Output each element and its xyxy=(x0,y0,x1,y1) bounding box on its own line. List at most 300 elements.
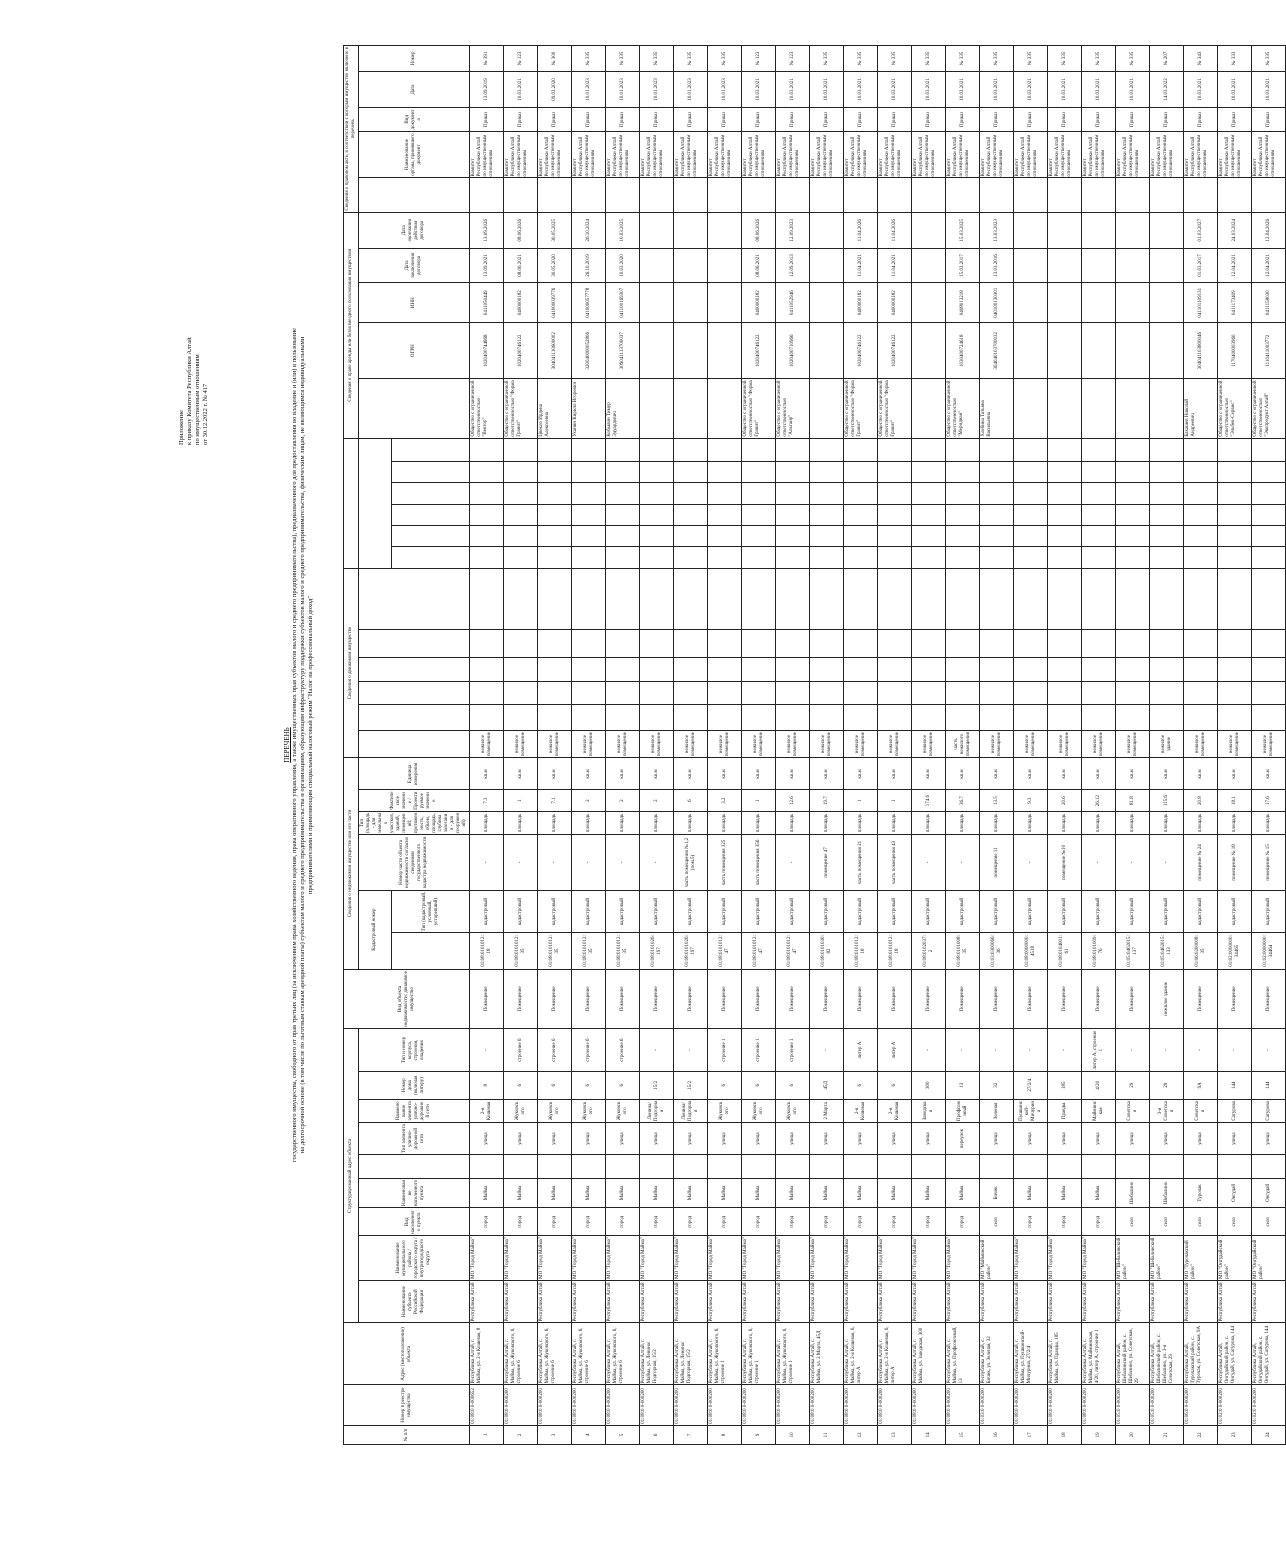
cell-empty xyxy=(742,178,776,212)
cell-empty xyxy=(538,1155,572,1178)
cell-obj: Помещение xyxy=(742,969,776,1029)
cell-subject: Республика Алтай xyxy=(742,1280,776,1323)
cell-holder: Кобылин Тимур Эдуардович xyxy=(606,378,640,438)
cell-np_type: город xyxy=(878,1208,912,1236)
cell-empty xyxy=(1150,178,1184,212)
cell-empty xyxy=(742,438,776,461)
cell-empty xyxy=(640,526,674,547)
cell-cadt: кадастровый xyxy=(980,890,1014,933)
cell-obj: Помещение xyxy=(640,969,674,1029)
cell-purpose: нежилое помещение xyxy=(776,730,810,758)
cell-ddate: 10.03.2021 xyxy=(776,71,810,107)
cell-empty xyxy=(572,178,606,212)
cell-n: 1 xyxy=(470,1425,504,1444)
cell-reg: 01:08:0 0-000200 xyxy=(742,1385,776,1426)
cell-bld: строение 1 xyxy=(708,1029,742,1072)
cell-mo: МО "Город Майма" xyxy=(844,1236,878,1281)
cell-house: 300 xyxy=(912,1071,946,1099)
cell-empty xyxy=(674,504,708,525)
cell-reg: 01:08:0 0-000200 xyxy=(674,1385,708,1426)
cell-bld: литер А, строение 1 xyxy=(1082,1029,1116,1072)
cell-ddate: 10.03.2021 xyxy=(1014,71,1048,107)
cell-ce: 30.05.2025 xyxy=(538,212,572,248)
cell-atype: площадь xyxy=(1048,811,1082,834)
cell-purpose: часть нежилого помещения xyxy=(946,730,980,758)
cell-n: 23 xyxy=(1218,1425,1252,1444)
col-doc-num: Номер xyxy=(359,46,470,72)
cell-st: Ленина/Подгорная xyxy=(640,1099,674,1122)
cell-ce: 11.04.2026 xyxy=(844,212,878,248)
cell-empty xyxy=(980,681,1014,704)
cell-obj: Помещение xyxy=(1014,969,1048,1029)
cell-cad: 01:08:0101026:197 xyxy=(640,933,674,969)
cell-aval: 115.6 xyxy=(1150,790,1184,811)
cell-subject: Республика Алтай xyxy=(1150,1280,1184,1323)
cell-aval: 2 xyxy=(572,790,606,811)
cell-empty xyxy=(708,1155,742,1178)
cell-empty xyxy=(912,438,946,461)
cell-reg: 01:08:0 0-000200 xyxy=(844,1385,878,1426)
cell-np_type: город xyxy=(470,1208,504,1236)
cell-empty xyxy=(1252,630,1286,658)
cell-act: Комитет Республики Алтай по имущественным отношениям xyxy=(1218,131,1252,178)
cell-empty xyxy=(844,438,878,461)
cell-act: Комитет Республики Алтай по имущественным отношениям xyxy=(878,131,912,178)
cell-cadt: кадастровый xyxy=(776,890,810,933)
cell-cd: 12.09.2013 xyxy=(776,248,810,282)
cell-np: Онгудай xyxy=(1252,1178,1286,1208)
cell-empty xyxy=(1116,630,1150,658)
cell-empty xyxy=(1048,658,1082,681)
cell-empty xyxy=(606,483,640,504)
cell-empty xyxy=(1082,1155,1116,1178)
table-row xyxy=(844,46,878,1445)
cell-n: 17 xyxy=(1014,1425,1048,1444)
cell-part: - xyxy=(538,835,572,890)
cell-empty xyxy=(708,630,742,658)
cell-dnum: № 335 xyxy=(912,46,946,72)
cell-st: 2-я Кошевая xyxy=(470,1099,504,1122)
cell-cadt: кадастровый xyxy=(1116,890,1150,933)
cell-empty xyxy=(640,483,674,504)
title-text: государственного имущества, свободного от прав третьих лиц (за исключением права хозяйственного ведения, права оперативного управления, а также имущественных прав субъектов малого и среднего предпринимательства), предназначенного для предоставления во владение и (или) в пользование на долгосрочной основе (в том числе по льготным ставкам арендной платы) субъектам малого и среднего предпринимательства и организациям, образующим инфраструктуру поддержки субъектов малого и среднего предпринимательства, физическим лицам, не являющимся индивидуальными предпринимателями и применяющим специальный налоговый режим "Налог на профессиональный доход" xyxy=(291,327,314,1163)
cell-empty xyxy=(1184,705,1218,731)
cell-np: Майма xyxy=(470,1178,504,1208)
cell-inn: 041000039776 xyxy=(538,282,572,323)
cell-empty xyxy=(946,462,980,483)
cell-act: Комитет Республики Алтай по имущественным отношениям xyxy=(810,131,844,178)
cell-empty xyxy=(980,504,1014,525)
cell-ogrn: 320040000052806 xyxy=(572,323,606,378)
cell-part: - xyxy=(470,835,504,890)
cell-empty xyxy=(844,1155,878,1178)
cell-ddate: 10.03.2021 xyxy=(1184,71,1218,107)
cell-aval: 19.7 xyxy=(810,790,844,811)
cell-n: 21 xyxy=(1150,1425,1184,1444)
cell-house: 6 xyxy=(776,1071,810,1099)
cell-purpose: нежилое помещение xyxy=(1184,730,1218,758)
cell-cd: 12.04.2021 xyxy=(1218,248,1252,282)
col-mv-1 xyxy=(359,730,470,758)
cell-holder: Цвекло Ирдена Алексеевна xyxy=(538,378,572,438)
cell-empty xyxy=(1014,178,1048,212)
cell-empty xyxy=(776,504,810,525)
cell-ce: 11.04.2026 xyxy=(878,212,912,248)
cell-purpose: нежилое помещение xyxy=(640,730,674,758)
cell-cad: 01:08:0101012:35 xyxy=(606,933,640,969)
table-row xyxy=(878,46,912,1445)
cell-purpose: нежилое помещение xyxy=(1082,730,1116,758)
cell-np_type: город xyxy=(742,1208,776,1236)
col-r1-e xyxy=(392,462,470,483)
cell-bld: - xyxy=(1184,1029,1218,1072)
cell-st: Зеленая xyxy=(980,1099,1014,1122)
cell-empty xyxy=(1150,462,1184,483)
cell-st_type: улица xyxy=(572,1123,606,1155)
cell-empty xyxy=(946,1155,980,1178)
cell-empty xyxy=(1116,568,1150,630)
cell-dnum: № 335 xyxy=(606,46,640,72)
cell-empty xyxy=(844,504,878,525)
cell-empty xyxy=(606,630,640,658)
cell-ogrn: 304041103800046 xyxy=(1184,323,1218,378)
cell-ogrn: 1030400724618 xyxy=(946,323,980,378)
table-row xyxy=(606,46,640,1445)
cell-unit: кв.м xyxy=(1048,758,1082,790)
cell-empty xyxy=(776,568,810,630)
cell-obj: Помещение xyxy=(1116,969,1150,1029)
cell-empty xyxy=(1014,438,1048,461)
cell-addr: Республика Алтай, г. Майма, ул. Жуковского, 6, строение 1 xyxy=(742,1323,776,1385)
cell-empty xyxy=(1116,705,1150,731)
cell-house: 15/2 xyxy=(674,1071,708,1099)
cell-cd: 30.05.2020 xyxy=(538,248,572,282)
cell-mo: МО "Город Майма" xyxy=(640,1236,674,1281)
cell-empty xyxy=(1048,630,1082,658)
cell-empty xyxy=(980,630,1014,658)
cell-obj: Помещение xyxy=(878,969,912,1029)
cell-empty xyxy=(606,705,640,731)
cell-st: Заводская xyxy=(912,1099,946,1122)
cell-part: часть помещения 21 xyxy=(844,835,878,890)
cell-empty xyxy=(674,705,708,731)
cell-empty xyxy=(776,483,810,504)
cell-empty xyxy=(1048,568,1082,630)
cell-empty xyxy=(1184,526,1218,547)
cell-addr: Республика Алтай, г. Майма, ул. Правды, 185 xyxy=(1048,1323,1082,1385)
cell-empty xyxy=(878,568,912,630)
cell-np_type: город xyxy=(504,1208,538,1236)
cell-empty xyxy=(504,1155,538,1178)
cell-inn xyxy=(1082,282,1116,323)
cell-house: 6 xyxy=(844,1071,878,1099)
cell-empty xyxy=(674,438,708,461)
cell-bld: - xyxy=(1218,1029,1252,1072)
cell-empty xyxy=(1184,568,1218,630)
cell-empty xyxy=(742,1155,776,1178)
cell-unit: кв.м xyxy=(1116,758,1150,790)
cell-ogrn xyxy=(674,323,708,378)
cell-mo: МО "Город Майма" xyxy=(946,1236,980,1281)
cell-subject: Республика Алтай xyxy=(946,1280,980,1323)
cell-subject: Республика Алтай xyxy=(674,1280,708,1323)
col-cad-num-val xyxy=(392,933,470,969)
cell-empty xyxy=(504,547,538,568)
col-bld: Тип и номер корпуса, строения, владения xyxy=(359,1029,470,1072)
cell-holder xyxy=(1150,378,1184,438)
cell-empty xyxy=(1218,178,1252,212)
cell-inn: 0411052946 xyxy=(776,282,810,323)
cell-empty xyxy=(1082,526,1116,547)
cell-atype: площадь xyxy=(674,811,708,834)
cell-cadt: кадастровый xyxy=(844,890,878,933)
cell-purpose: нежилое помещение xyxy=(572,730,606,758)
cell-empty xyxy=(810,504,844,525)
cell-cad: 01:08:0101009:76 xyxy=(1082,933,1116,969)
cell-empty xyxy=(708,178,742,212)
cell-empty xyxy=(946,526,980,547)
cell-empty xyxy=(844,526,878,547)
cell-obj: Помещение xyxy=(810,969,844,1029)
col-mv-3 xyxy=(359,681,470,704)
cell-st_type: улица xyxy=(1048,1123,1082,1155)
cell-cd xyxy=(708,248,742,282)
cell-subject: Республика Алтай xyxy=(470,1280,504,1323)
cell-house: 6 xyxy=(708,1071,742,1099)
cell-house: 6 xyxy=(606,1071,640,1099)
cell-empty xyxy=(538,438,572,461)
col-mv-6 xyxy=(359,568,470,630)
col-holder-name: Наименование органа, принявшего документ xyxy=(359,131,470,178)
cell-inn: 041100169307 xyxy=(606,282,640,323)
cell-addr: Республика Алтай, г. Майма, ул. Жуковского, 6, строение 1 xyxy=(776,1323,810,1385)
table-row xyxy=(572,46,606,1445)
cell-mo: МО "Онгудайский район" xyxy=(1218,1236,1252,1281)
cell-inn: 0400000182 xyxy=(742,282,776,323)
cell-addr: Республика Алтай, с. Бичик, ул. Зеленая, 32 xyxy=(980,1323,1014,1385)
cell-unit: кв.м xyxy=(606,758,640,790)
cell-addr: Республика Алтай, г. Майма, ул. Пушкинской-Мичурина, 27/2/4 xyxy=(1014,1323,1048,1385)
cell-empty xyxy=(504,483,538,504)
cell-addr: Республика Алтай, г. Майма, ул. Жуковского, 6, строение 6 xyxy=(606,1323,640,1385)
cell-dtype: Приказ xyxy=(504,108,538,131)
cell-cadt: кадастровый xyxy=(538,890,572,933)
cell-empty xyxy=(1150,483,1184,504)
cell-empty xyxy=(640,658,674,681)
cell-part: - xyxy=(1082,835,1116,890)
cell-np: Майма xyxy=(878,1178,912,1208)
cell-empty xyxy=(844,658,878,681)
cell-aval: 7.3 xyxy=(470,790,504,811)
cell-empty xyxy=(1252,504,1286,525)
cell-empty xyxy=(776,547,810,568)
cell-addr: Республика Алтай, г. Майма, ул. Жуковского, 6, строение 1 xyxy=(708,1323,742,1385)
cell-obj: Помещение xyxy=(1048,969,1082,1029)
cell-addr: Республика Алтай, г. Майма, ул. Заводская, 300 xyxy=(912,1323,946,1385)
cell-empty xyxy=(470,547,504,568)
cell-holder: Общество с ограниченной ответственностью "Экопродукт Алтай" xyxy=(1252,378,1286,438)
cell-mo: МО "Город Майма" xyxy=(878,1236,912,1281)
cell-empty xyxy=(946,705,980,731)
cell-part: - xyxy=(1150,835,1184,890)
cell-addr: Республика Алтай, г. Майма, ул. Ленина/Подгорная, 15/2 xyxy=(674,1323,708,1385)
cell-cad: 01:02:0000000:34464 xyxy=(1252,933,1286,969)
cell-empty xyxy=(878,658,912,681)
cell-ddate: 10.03.2021 xyxy=(1048,71,1082,107)
cell-subject: Республика Алтай xyxy=(1082,1280,1116,1323)
cell-empty xyxy=(844,178,878,212)
cell-mo: МО "Онгудайский район" xyxy=(1252,1236,1286,1281)
cell-empty xyxy=(742,504,776,525)
col-doc-date: Дата xyxy=(359,71,470,107)
cell-empty xyxy=(1252,438,1286,461)
cell-addr: Республика Алтай, г. Майма, ул. 2-я Кошевая, 6, литер А xyxy=(878,1323,912,1385)
cell-empty xyxy=(708,438,742,461)
cell-aval: 20.6 xyxy=(1048,790,1082,811)
cell-unit: кв.м xyxy=(1252,758,1286,790)
cell-empty xyxy=(1048,178,1082,212)
cell-cadt: кадастровый xyxy=(470,890,504,933)
cell-obj: Помещение xyxy=(538,969,572,1029)
cell-cad: 01:08:0104001:61 xyxy=(1048,933,1082,969)
cell-ce: 24.03.2024 xyxy=(1218,212,1252,248)
cell-st: Жуковского xyxy=(504,1099,538,1122)
cell-ce xyxy=(1048,212,1082,248)
cell-empty xyxy=(1048,504,1082,525)
cell-dtype: Приказ xyxy=(946,108,980,131)
cell-aval: 7.1 xyxy=(538,790,572,811)
cell-n: 5 xyxy=(606,1425,640,1444)
cell-reg: 01:08:0 0-000200 xyxy=(946,1385,980,1426)
cell-reg: 01:08:0 0-000200 xyxy=(538,1385,572,1426)
cell-empty xyxy=(878,630,912,658)
cell-st: Майминская xyxy=(1082,1099,1116,1122)
cell-empty xyxy=(572,483,606,504)
cell-mo: МО "Майминский район" xyxy=(980,1236,1014,1281)
cell-dtype: Приказ xyxy=(810,108,844,131)
cell-obj: Помещение xyxy=(1082,969,1116,1029)
cell-np: Майма xyxy=(844,1178,878,1208)
cell-st: 3-я Советская xyxy=(1150,1099,1184,1122)
cell-atype: площадь xyxy=(708,811,742,834)
cell-n: 12 xyxy=(844,1425,878,1444)
cell-dtype: Приказ xyxy=(1150,108,1184,131)
cell-act: Комитет Республики Алтай по имущественным отношениям xyxy=(742,131,776,178)
cell-empty xyxy=(538,462,572,483)
cell-ogrn: 1020400710966 xyxy=(776,323,810,378)
cell-bld: литер А xyxy=(878,1029,912,1072)
cell-cadt: кадастровый xyxy=(708,890,742,933)
cell-empty xyxy=(1218,438,1252,461)
cell-atype: площадь xyxy=(844,811,878,834)
cell-n: 24 xyxy=(1252,1425,1286,1444)
cell-empty xyxy=(538,178,572,212)
cell-ce xyxy=(912,212,946,248)
cell-mo: МО "Город Майма" xyxy=(470,1236,504,1281)
cell-dnum: № 343 xyxy=(1184,46,1218,72)
cell-empty xyxy=(1014,568,1048,630)
cell-dnum: № 335 xyxy=(844,46,878,72)
cell-cad: 01:08:0102037:2 xyxy=(912,933,946,969)
cell-dnum: № 335 xyxy=(708,46,742,72)
cell-empty xyxy=(1082,178,1116,212)
cell-cd: 11.04.2021 xyxy=(878,248,912,282)
cell-empty xyxy=(1150,526,1184,547)
cell-st: 2-я Кошевая xyxy=(878,1099,912,1122)
cell-ddate: 10.03.2021 xyxy=(504,71,538,107)
cell-empty xyxy=(538,504,572,525)
cell-empty xyxy=(538,547,572,568)
cell-ogrn: 304040103700032 xyxy=(980,323,1014,378)
cell-holder: Общество с ограниченной ответственностью "Меридиан" xyxy=(946,378,980,438)
cell-np: Шебалино xyxy=(1150,1178,1184,1208)
cell-empty xyxy=(572,504,606,525)
cell-unit: кв.м xyxy=(980,758,1014,790)
cell-part: помещение 11 xyxy=(980,835,1014,890)
cell-house: 6 xyxy=(878,1071,912,1099)
cell-subject: Республика Алтай xyxy=(776,1280,810,1323)
cell-empty xyxy=(1150,568,1184,630)
cell-reg: 01:08:0 0-000200 xyxy=(1082,1385,1116,1426)
cell-st_type: улица xyxy=(640,1123,674,1155)
cell-empty xyxy=(674,178,708,212)
cell-empty xyxy=(810,705,844,731)
cell-empty xyxy=(1252,526,1286,547)
cell-dnum: № 123 xyxy=(742,46,776,72)
cell-empty xyxy=(878,705,912,731)
cell-empty xyxy=(572,658,606,681)
cell-cad: 01:06:0200008:35 xyxy=(1184,933,1218,969)
cell-purpose: нежилое помещение xyxy=(538,730,572,758)
property-register-table xyxy=(343,45,1286,1445)
cell-ddate: 10.03.2021 xyxy=(1082,71,1116,107)
cell-np: Майма xyxy=(1048,1178,1082,1208)
cell-house: 9А xyxy=(1184,1071,1218,1099)
col-holder xyxy=(359,378,470,438)
cell-aval: 17.6 xyxy=(1252,790,1286,811)
cell-st_type: улица xyxy=(912,1123,946,1155)
cell-reg: 01:08:0 0-000200 xyxy=(810,1385,844,1426)
cell-purpose: нежилое помещение xyxy=(708,730,742,758)
cell-inn: 0411158030 xyxy=(1252,282,1286,323)
cell-bld: строение 6 xyxy=(538,1029,572,1072)
cell-empty xyxy=(708,568,742,630)
cell-dtype: Приказ xyxy=(980,108,1014,131)
cell-cadt: кадастровый xyxy=(1014,890,1048,933)
cell-cadt: кадастровый xyxy=(572,890,606,933)
cell-empty xyxy=(572,438,606,461)
cell-np_type: город xyxy=(844,1208,878,1236)
cell-cad: 01:08:0101012:35 xyxy=(572,933,606,969)
cell-empty xyxy=(1048,526,1082,547)
cell-aval: 26.12 xyxy=(1082,790,1116,811)
cell-aval: 1 xyxy=(742,790,776,811)
cell-empty xyxy=(1014,705,1048,731)
cell-inn: 040100130301 xyxy=(980,282,1014,323)
cell-mo: МО "Город Майма" xyxy=(912,1236,946,1281)
col-subject: Наименование субъекта Российской Федерации xyxy=(359,1280,470,1323)
cell-np_type: город xyxy=(1014,1208,1048,1236)
cell-cadt: кадастровый xyxy=(606,890,640,933)
cell-empty xyxy=(1116,1155,1150,1178)
cell-empty xyxy=(572,705,606,731)
cell-part: часть помещения 356 xyxy=(742,835,776,890)
cell-part: - xyxy=(572,835,606,890)
register-rows xyxy=(470,46,1286,1445)
cell-np: Майма xyxy=(674,1178,708,1208)
cell-atype: площадь xyxy=(980,811,1014,834)
cell-subject: Республика Алтай xyxy=(1184,1280,1218,1323)
